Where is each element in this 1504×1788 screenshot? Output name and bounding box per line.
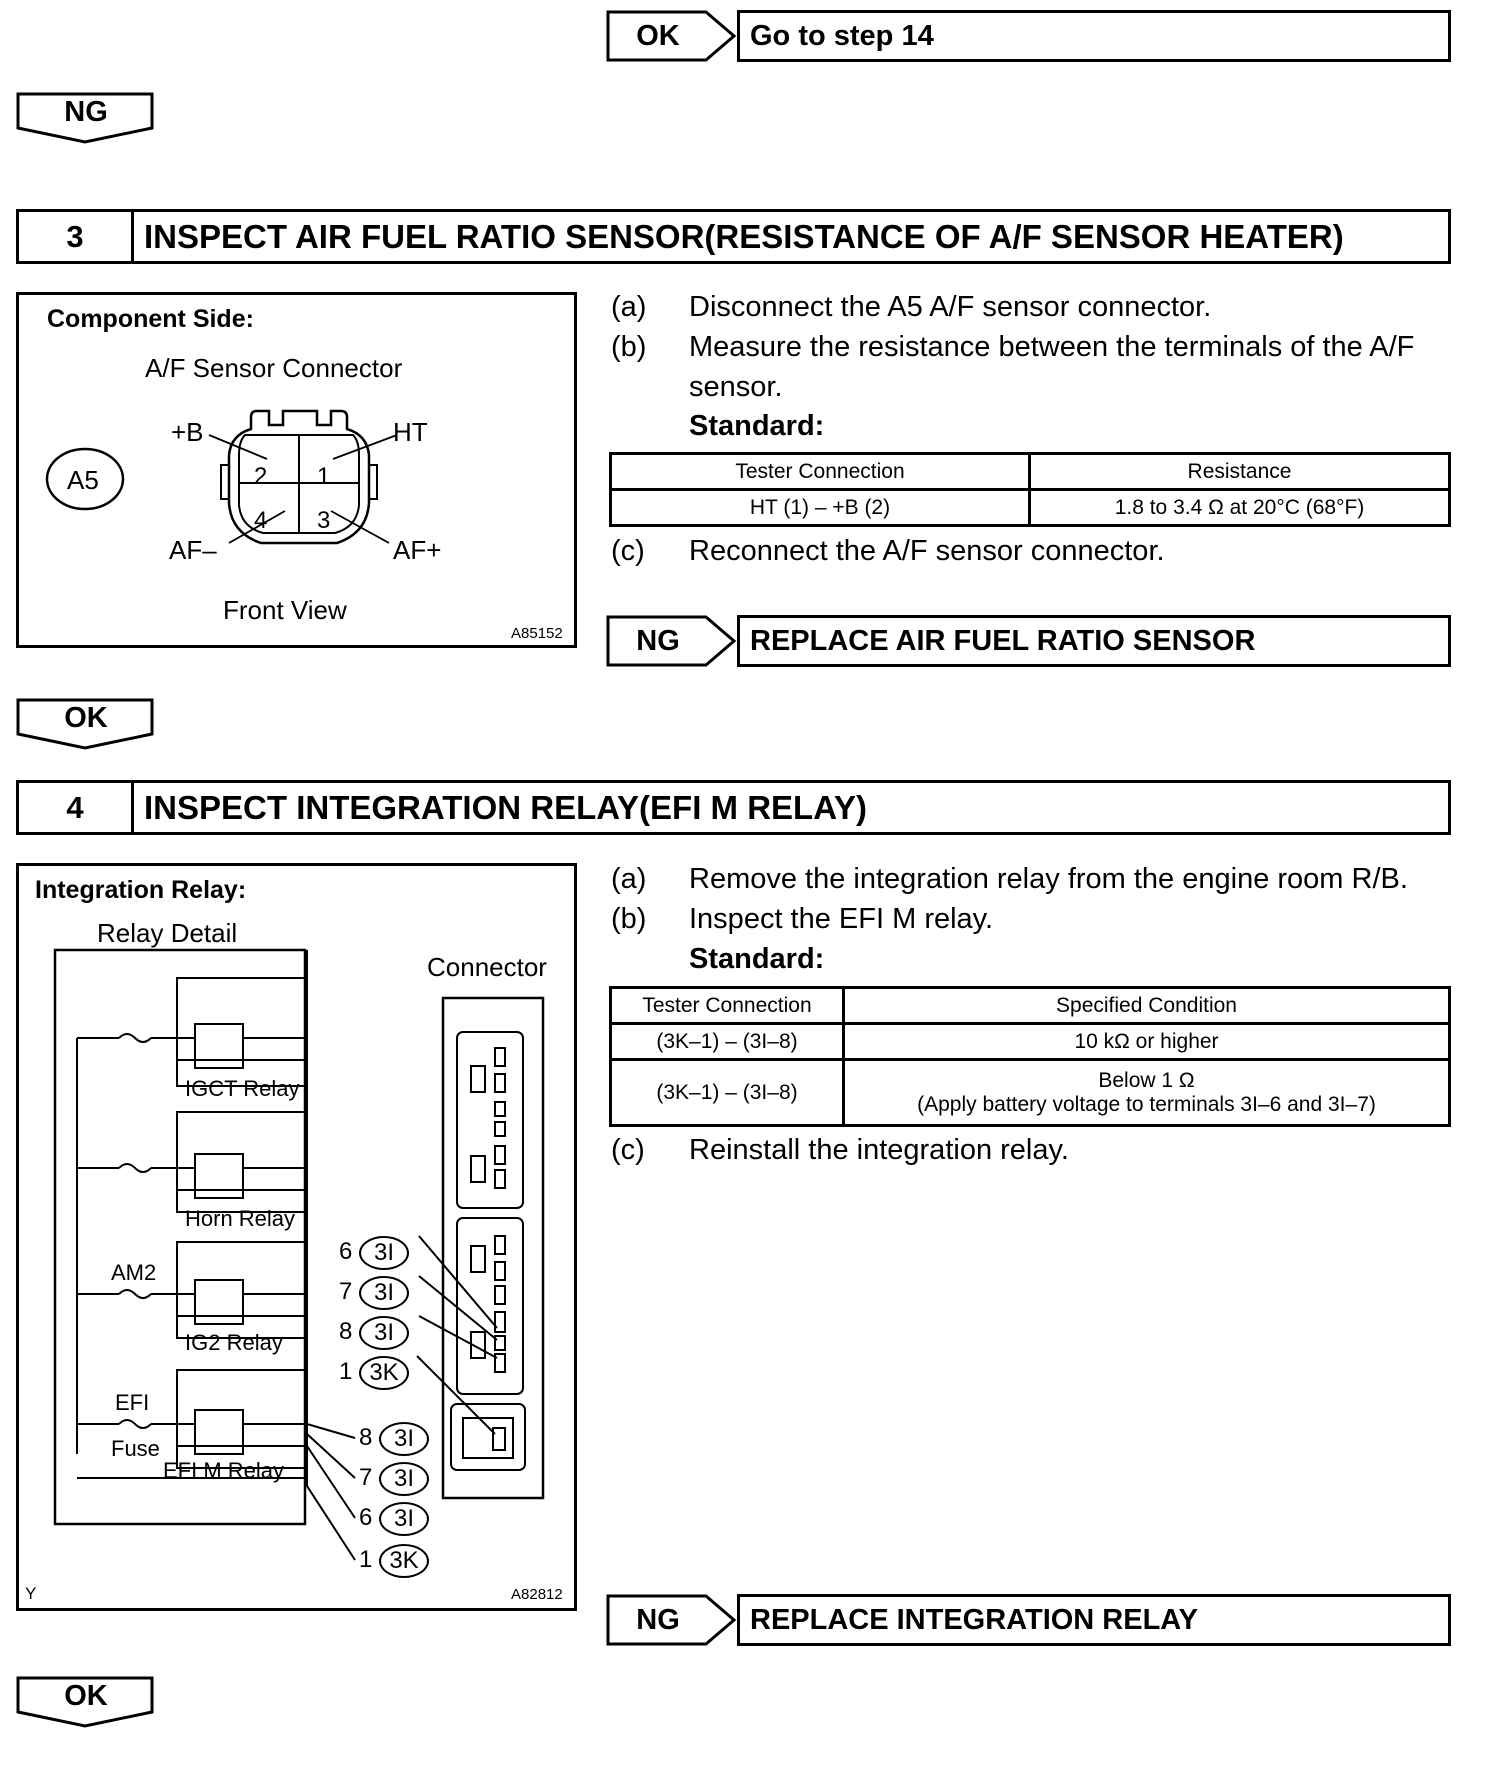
step4-b (611, 902, 1451, 936)
step4-c (611, 1133, 1451, 1167)
table-header-row (611, 454, 1450, 490)
table-header: Resistance (1030, 454, 1450, 490)
callout-pin-number: 8 (339, 1318, 353, 1345)
replace-integration-relay-box (737, 1594, 1451, 1646)
af-sensor-figure (16, 292, 577, 648)
table-cell: (3K–1) – (3I–8) (611, 1060, 844, 1126)
step3-a (611, 290, 1451, 324)
fuse-label-fuse: Fuse (111, 1436, 160, 1461)
ng-tag-label: NG (636, 624, 680, 657)
ng-tag-label: NG (636, 1603, 680, 1636)
step-text: Inspect the EFI M relay. (689, 903, 994, 935)
go-to-step-text: Go to step 14 (750, 19, 934, 52)
callout-connector: 3I (379, 1422, 429, 1456)
relay-label-igct: IGCT Relay (185, 1076, 300, 1101)
relay-label-efi-m: EFI M Relay (163, 1458, 285, 1483)
callout-pin-number: 8 (359, 1424, 373, 1451)
callout-connector: 3I (379, 1462, 429, 1496)
ok-tag-label: OK (636, 19, 680, 52)
callout-connector: 3I (379, 1502, 429, 1536)
component-side-label: Component Side: (47, 305, 254, 333)
step3-b-cont (611, 370, 1451, 404)
front-view-label: Front View (223, 595, 347, 625)
step4-number: 4 (19, 783, 134, 832)
table-cell: 10 kΩ or higher (844, 1024, 1450, 1060)
table-cell: (3K–1) – (3I–8) (611, 1024, 844, 1060)
step3-number: 3 (19, 212, 134, 261)
callout-connector: 3I (359, 1236, 409, 1270)
go-to-step-box (737, 10, 1451, 62)
pin-3: 3 (317, 507, 331, 534)
step3-spec-table (609, 452, 1451, 527)
pin-name-af-plus: AF+ (393, 535, 442, 565)
table-header: Tester Connection (611, 454, 1030, 490)
table-cell: HT (1) – +B (2) (611, 490, 1030, 526)
table-header: Tester Connection (611, 988, 844, 1024)
fuse-label-am2: AM2 (111, 1260, 157, 1285)
pin-4: 4 (254, 507, 268, 534)
pin-2: 2 (254, 463, 268, 490)
callout-connector: 3K (359, 1356, 409, 1390)
relay-detail-label: Relay Detail (97, 918, 238, 948)
step3-standard (611, 409, 1451, 443)
table-header: Specified Condition (844, 988, 1450, 1024)
callout-connector: 3I (359, 1276, 409, 1310)
callout-pin-number: 6 (359, 1504, 373, 1531)
replace-af-sensor-box (737, 615, 1451, 667)
step-label: (a) (611, 291, 647, 323)
callout-pin-number: 6 (339, 1238, 353, 1265)
table-cell: 1.8 to 3.4 Ω at 20°C (68°F) (1030, 490, 1450, 526)
callout-connector: 3I (359, 1316, 409, 1350)
step3-c (611, 534, 1451, 568)
step-label: (b) (611, 331, 647, 363)
table-cell-multiline (844, 1060, 1450, 1126)
fuse-label-efi: EFI (115, 1390, 150, 1415)
step-text: Disconnect the A5 A/F sensor connector. (689, 291, 1212, 323)
af-connector-drawing (19, 295, 574, 645)
corner-mark: Y (25, 1584, 37, 1603)
relay-label-horn: Horn Relay (185, 1206, 296, 1231)
step-text: sensor. (689, 371, 783, 403)
step4-a (611, 862, 1451, 896)
table-row (611, 490, 1450, 526)
step-text: Reconnect the A/F sensor connector. (689, 535, 1165, 567)
ng-down-arrow-label: NG (64, 95, 108, 128)
standard-label: Standard: (689, 943, 825, 975)
step3-header (16, 209, 1451, 264)
callout-pin-number: 1 (359, 1546, 373, 1573)
figure-code: A85152 (511, 625, 563, 642)
step-text: Reinstall the integration relay. (689, 1134, 1069, 1166)
ok-down-arrow-label: OK (64, 701, 108, 734)
callout-pin-number: 7 (359, 1464, 373, 1491)
table-row (611, 1024, 1450, 1060)
callout-connector: 3K (379, 1544, 429, 1578)
step-label: (b) (611, 903, 647, 935)
step3-title: INSPECT AIR FUEL RATIO SENSOR(RESISTANCE OF A/F SENSOR HEATER) (144, 217, 1344, 255)
integration-relay-figure (16, 863, 577, 1611)
step4-spec-table (609, 986, 1451, 1127)
pin-name-af-minus: AF– (169, 535, 217, 565)
pin-1: 1 (317, 463, 331, 490)
table-cell-line: (Apply battery voltage to terminals 3I–6 and 3I–7) (917, 1092, 1376, 1116)
standard-label: Standard: (689, 410, 825, 442)
relay-label-ig2: IG2 Relay (185, 1330, 283, 1355)
pin-name-plus-b: +B (171, 417, 204, 447)
connector-label: Connector (427, 952, 547, 982)
replace-af-sensor-text: REPLACE AIR FUEL RATIO SENSOR (750, 624, 1256, 657)
integration-relay-title: Integration Relay: (35, 876, 247, 904)
connector-id-a5: A5 (67, 465, 99, 495)
af-connector-label: A/F Sensor Connector (145, 353, 403, 383)
step-text: Remove the integration relay from the engine room R/B. (689, 863, 1408, 895)
step-label: (a) (611, 863, 647, 895)
table-header-row (611, 988, 1450, 1024)
replace-integration-relay-text: REPLACE INTEGRATION RELAY (750, 1603, 1198, 1636)
step-text: Measure the resistance between the terminals of the A/F (689, 331, 1415, 363)
step3-b (611, 330, 1451, 364)
callout-pin-number: 7 (339, 1278, 353, 1305)
table-cell-line: Below 1 Ω (1098, 1068, 1195, 1092)
step4-title: INSPECT INTEGRATION RELAY(EFI M RELAY) (144, 788, 868, 826)
step4-standard (611, 942, 1451, 976)
ok-down-arrow-label: OK (64, 1679, 108, 1712)
table-row (611, 1060, 1450, 1126)
step-label: (c) (611, 535, 645, 567)
step4-header (16, 780, 1451, 835)
callout-pin-number: 1 (339, 1358, 353, 1385)
figure-code: A82812 (511, 1586, 563, 1603)
pin-name-ht: HT (393, 417, 428, 447)
step-label: (c) (611, 1134, 645, 1166)
